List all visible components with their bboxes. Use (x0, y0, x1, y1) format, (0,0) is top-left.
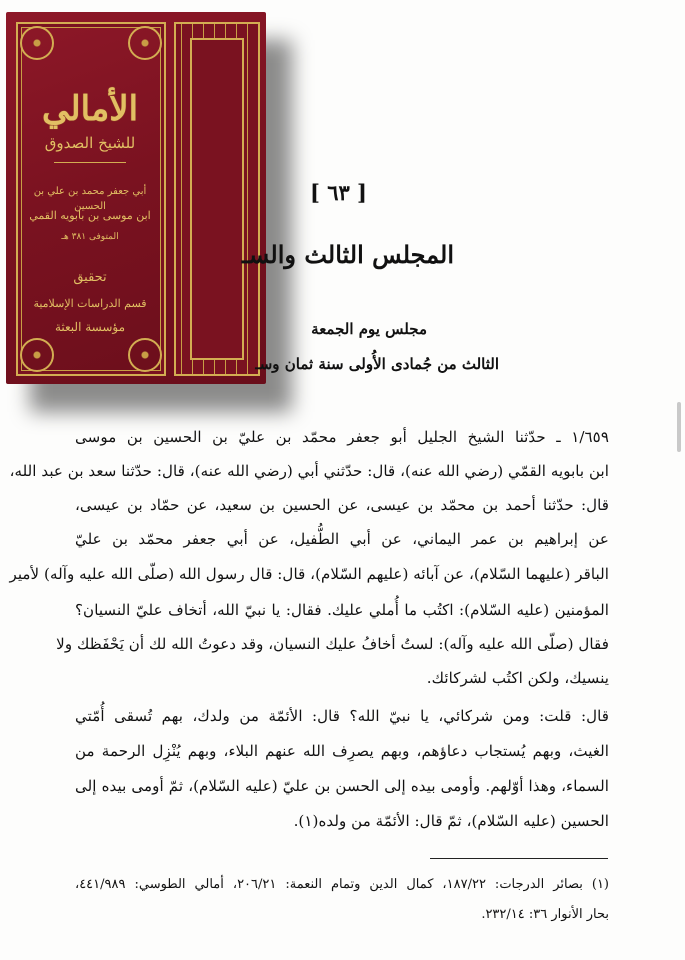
body-line: الغيث، وبهم يُستجاب دعاؤهم، وبهم يصرِف الله عنهم البلاء، وبهم يُنْزِل الرحمة من (75, 742, 609, 760)
cover-name-line-2: ابن موسى بن بابويه القمي (29, 209, 151, 222)
body-line: ينسيك، ولكن اكتُب لشركائك. (426, 669, 609, 687)
ornament-icon (20, 338, 54, 372)
cover-edition-label: تحقيق (73, 270, 107, 285)
body-line: فقال (صلّى الله عليه وآله): لستُ أخافُ عليك النسيان، وقد دعوتُ الله لك أن يَحْفَظك ولا (56, 635, 609, 653)
ornament-icon (20, 26, 54, 60)
scrollbar-thumb[interactable] (677, 402, 681, 452)
body-line: الباقر (عليهما السّلام)، عن آبائه (عليهم السّلام)، قال: قال رسول الله (صلّى الله عليه وآله) لأمير (9, 565, 609, 583)
body-line: قال: حدّثنا أحمد بن محمّد بن عيسى، عن الحسين بن سعيد، عن حمّاد بن عيسى، (75, 496, 609, 514)
cover-name-line-1: أبي جعفر محمد بن علي بن الحسين (33, 186, 147, 212)
page-number: [ ٦٣ ] (309, 180, 367, 205)
ornament-icon (128, 338, 162, 372)
book-cover-image (6, 12, 266, 384)
spine-inner-panel (190, 38, 244, 360)
footnote-line: بحار الأنوار ٣٦: ٢٣٢/١٤. (481, 907, 609, 922)
cover-editor-line-1: قسم الدراسات الإسلامية (33, 297, 147, 310)
cover-spine-border (174, 22, 260, 376)
session-date: الثالث من جُمادى الأُولى سنة ثمان وسـ (255, 355, 499, 373)
footnote-line: (١) بصائر الدرجات: ١٨٧/٢٢، كمال الدين وتمام النعمة: ٢٠٦/٢١، أمالي الطوسي: ٤٤١/٩٨٩، (75, 877, 609, 892)
body-line: الحسين (عليه السّلام)، ثمّ قال: الأئمّة من ولده(١). (293, 812, 609, 830)
body-line: السماء، وهذا أوّلهم. وأومى بيده إلى الحسن بن عليّ (عليه السّلام)، ثمّ أومى بيده إلى (75, 777, 609, 795)
body-line: ١/٦٥٩ ـ حدّثنا الشيخ الجليل أبو جعفر محمّد بن عليّ بن الحسين بن موسى (75, 428, 609, 446)
body-line: ابن بابويه القمّي (رضي الله عنه)، قال: حدّثني أبي (رضي الله عنه)، قال: حدّثنا سعد بن عبد الله، (9, 462, 609, 480)
footnote-divider (430, 858, 608, 859)
chapter-title: المجلس الثالث والسـ (241, 240, 454, 269)
cover-date-line: المتوفى ٣٨١ هـ (61, 232, 119, 242)
session-heading: مجلس يوم الجمعة (311, 320, 427, 338)
body-line: عن إبراهيم بن عمر اليماني، عن أبي الطُّفيل، عن أبي جعفر محمّد بن عليّ (75, 530, 609, 548)
cover-author-line: للشيخ الصدوق (44, 134, 136, 152)
body-line: قال: قلت: ومن شركائي، يا نبيّ الله؟ قال: الأئمّة من ولدك، بهم تُسقى أُمّتي (75, 707, 609, 725)
cover-divider (54, 162, 126, 163)
ornament-icon (128, 26, 162, 60)
cover-editor-line-2: مؤسسة البعثة (54, 320, 126, 334)
cover-title: الأمالي (41, 89, 139, 129)
body-line: المؤمنين (عليه السّلام): اكتُب ما أُملي عليك. فقال: يا نبيّ الله، أتخاف عليّ النسيان؟ (75, 601, 609, 619)
